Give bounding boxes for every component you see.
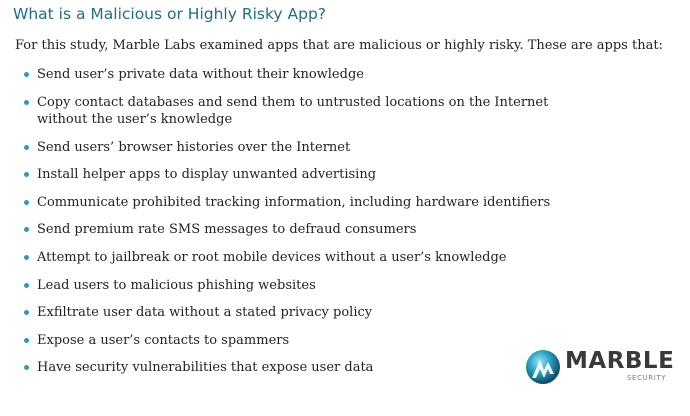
bullet-dot [24,227,29,232]
bullet-item [23,304,583,321]
marble-logo-icon [525,348,561,386]
bullet-dot [24,365,29,370]
bullet-item [23,94,583,129]
bullet-text: Install helper apps to display unwanted advertising [37,167,377,183]
bullet-text: Expose a user’s contacts to spammers [37,332,290,348]
logo-wordmark: MARBLE [565,348,675,374]
intro-paragraph: For this study, Marble Labs examined apps that are malicious or highly risky. These are apps that: [15,38,663,53]
bullet-item [23,277,583,294]
bullet-dot [24,172,29,177]
bullet-item [23,66,583,83]
bullet-dot [24,338,29,343]
bullet-text: Lead users to malicious phishing websites [37,277,316,293]
bullet-dot [24,200,29,205]
bullet-dot [24,100,29,105]
bullet-text: Send premium rate SMS messages to defraud consumers [37,222,417,238]
bullet-item [23,359,583,376]
bullet-text: Send user’s private data without their knowledge [37,67,364,82]
marble-security-logo [525,348,675,390]
bullet-item [23,166,583,183]
bullet-item [23,332,583,349]
bullet-text: Have security vulnerabilities that expose user data [37,360,374,376]
bullet-item [23,221,583,238]
bullet-text: Send users’ browser histories over the Internet [37,139,351,155]
bullet-dot [24,255,29,260]
bullet-text: Copy contact databases and send them to untrusted locations on the Internet without the user’s knowledge [37,94,549,127]
page-title: What is a Malicious or Highly Risky App? [13,5,327,23]
bullet-text: Communicate prohibited tracking information, including hardware identifiers [37,194,551,210]
bullet-item [23,139,583,156]
bullet-dot [24,145,29,150]
bullet-dot [24,283,29,288]
bullet-text: Attempt to jailbreak or root mobile devices without a user’s knowledge [37,249,507,265]
bullet-item [23,194,583,211]
bullet-item [23,249,583,266]
bullet-dot [24,310,29,315]
bullet-list [23,66,583,387]
bullet-text: Exfiltrate user data without a stated privacy policy [37,305,373,321]
logo-tagline: SECURITY [627,374,667,382]
bullet-dot [24,72,29,77]
